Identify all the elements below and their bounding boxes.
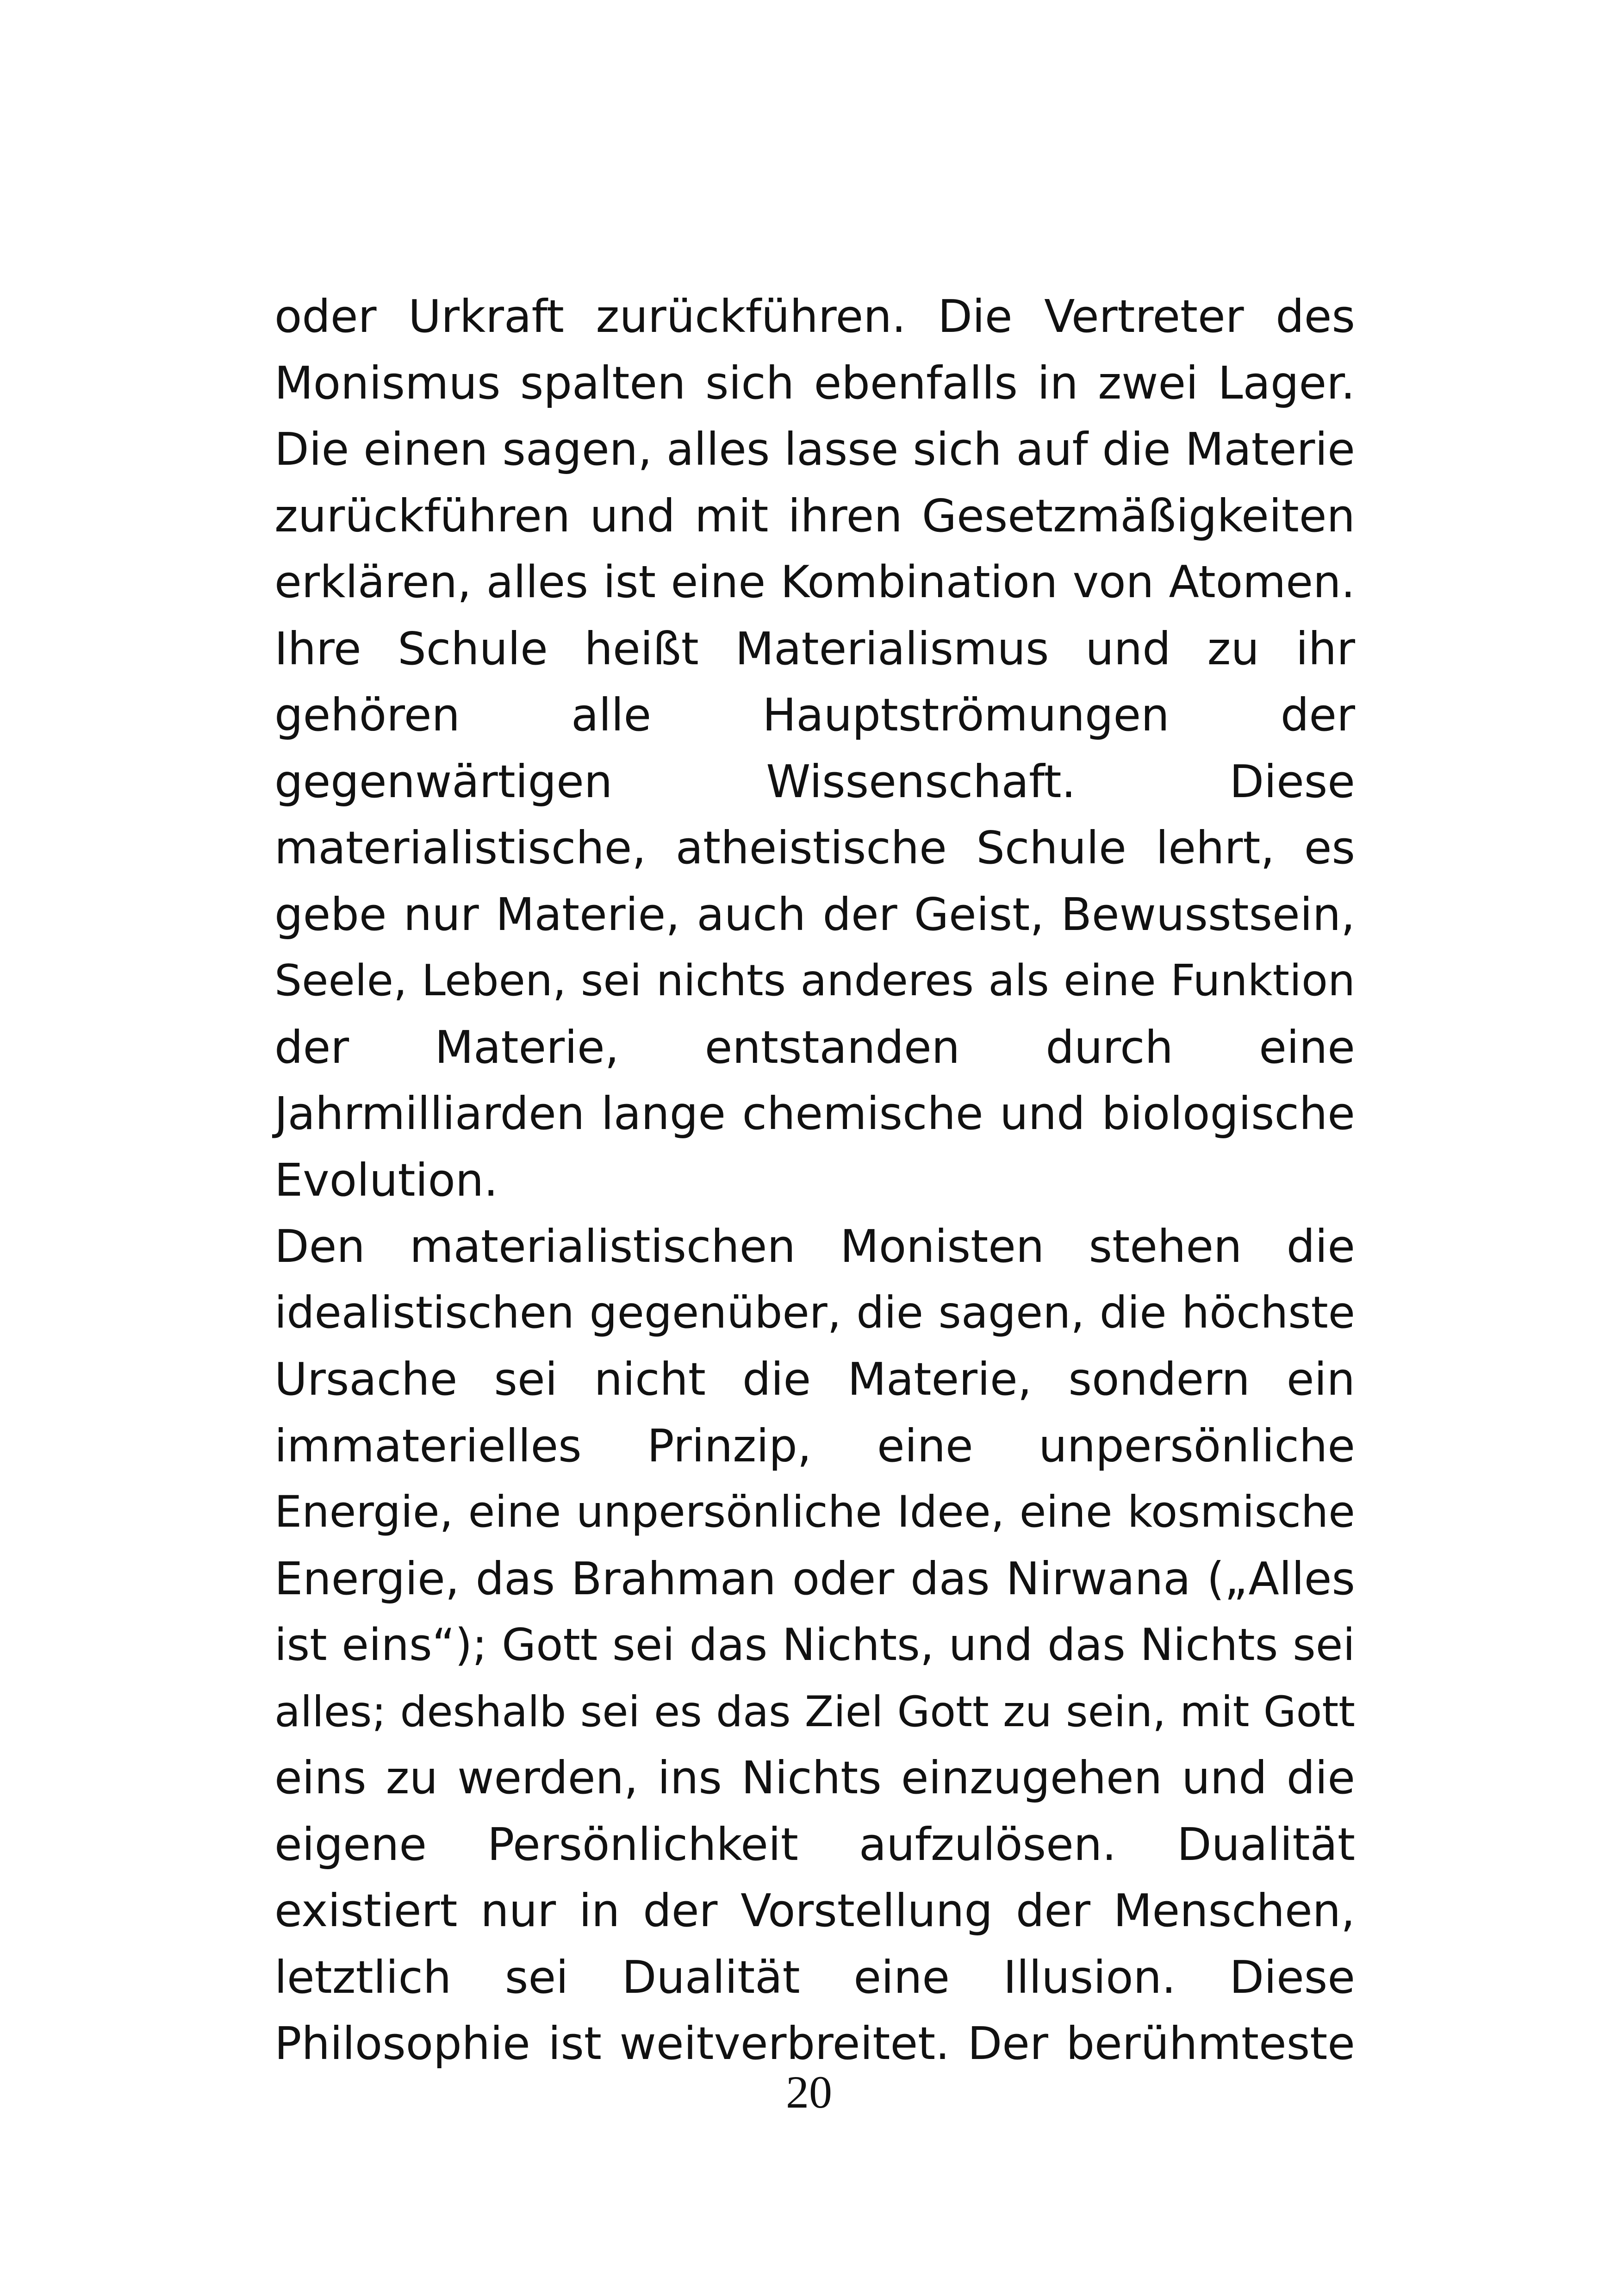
- text-line: Die einen sagen, alles lasse sich auf die Materie: [274, 423, 1355, 475]
- text-line: erklären, alles ist eine Kombination von Atomen.: [274, 556, 1355, 608]
- text-line: Den materialistischen Monisten stehen die: [274, 1220, 1355, 1273]
- text-line: eigene Persönlichkeit aufzulösen. Dualität: [274, 1818, 1355, 1871]
- text-line: Monismus spalten sich ebenfalls in zwei Lager.: [274, 356, 1355, 409]
- text-line: oder Urkraft zurückführen. Die Vertreter des: [274, 290, 1355, 343]
- text-line: gebe nur Materie, auch der Geist, Bewusstsein,: [274, 888, 1355, 941]
- text-line: Energie, das Brahman oder das Nirwana („Alles: [274, 1552, 1355, 1605]
- text-line: Energie, eine unpersönliche Idee, eine kosmische: [274, 1487, 1355, 1537]
- text-line: immaterielles Prinzip, eine unpersönliche: [274, 1419, 1355, 1472]
- text-line: eins zu werden, ins Nichts einzugehen und die: [274, 1752, 1355, 1804]
- text-line: Seele, Leben, sei nichts anderes als eine Funktion: [274, 955, 1355, 1005]
- text-line: Jahrmilliarden lange chemische und biologische: [274, 1087, 1355, 1140]
- text-line: gegenwärtigen Wissenschaft. Diese: [274, 755, 1355, 808]
- text-line: materialistische, atheistische Schule lehrt, es: [274, 822, 1355, 874]
- text-line: existiert nur in der Vorstellung der Menschen,: [274, 1884, 1355, 1937]
- body-text: [274, 283, 1355, 2077]
- text-line: alles; deshalb sei es das Ziel Gott zu sein, mit Gott: [274, 1686, 1355, 1736]
- text-line: zurückführen und mit ihren Gesetzmäßigkeiten: [274, 489, 1355, 542]
- text-line: idealistischen gegenüber, die sagen, die höchste: [274, 1287, 1355, 1338]
- text-line: der Materie, entstanden durch eine: [274, 1021, 1355, 1073]
- text-line: Evolution.: [274, 1154, 498, 1206]
- text-line: letztlich sei Dualität eine Illusion. Diese: [274, 1951, 1355, 2003]
- text-line: ist eins“); Gott sei das Nichts, und das Nichts sei: [274, 1619, 1355, 1671]
- text-line: Ursache sei nicht die Materie, sondern ein: [274, 1353, 1355, 1405]
- text-line: Philosophie ist weitverbreitet. Der berühmteste: [274, 2017, 1355, 2070]
- page-number: 20: [786, 2066, 832, 2118]
- text-line: Ihre Schule heißt Materialismus und zu ihr: [274, 622, 1355, 675]
- text-line: gehören alle Hauptströmungen der: [274, 689, 1355, 741]
